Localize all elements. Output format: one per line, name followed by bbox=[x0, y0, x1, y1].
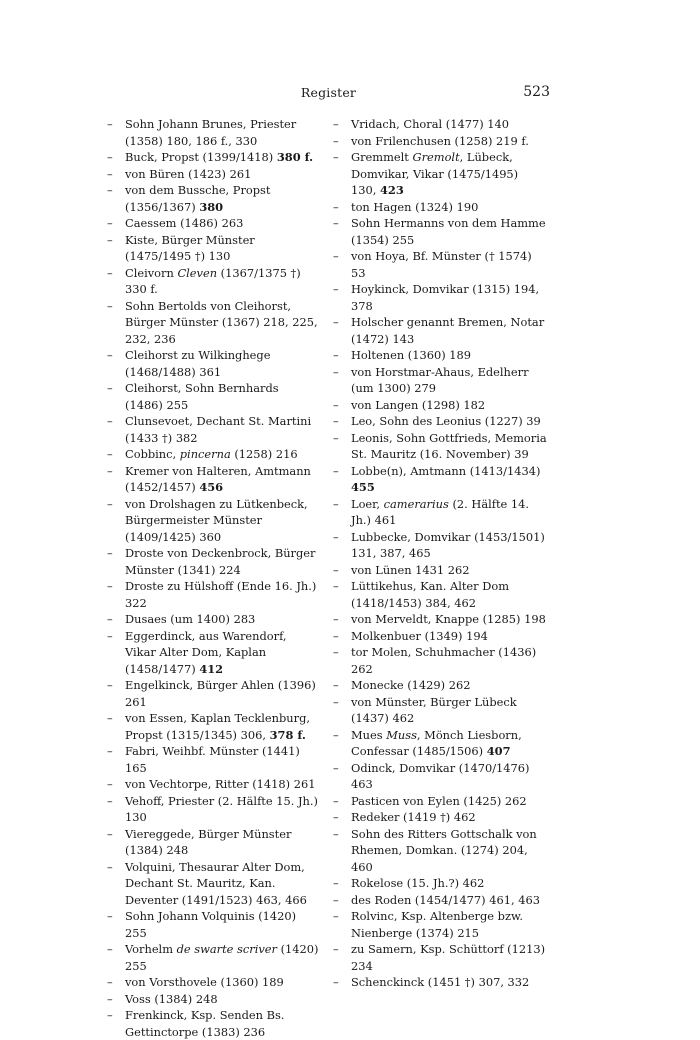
index-entry bbox=[107, 677, 319, 710]
entry-text: Redeker (1419 †) 462 bbox=[351, 810, 476, 824]
page-number: 523 bbox=[523, 84, 550, 100]
index-entry bbox=[107, 743, 319, 776]
entry-text: von Essen, Kaplan Tecklenburg, Propst (1315/1345) 306, 378 f. bbox=[125, 711, 310, 742]
entry-text: Eggerdinck, aus Warendorf, Vikar Alter Dom, Kaplan (1458/1477) 412 bbox=[125, 628, 287, 676]
entry-text: von Vechtorpe, Ritter (1418) 261 bbox=[125, 777, 316, 791]
entry-text: Schenckinck (1451 †) 307, 332 bbox=[351, 975, 530, 989]
entry-text: von Münster, Bürger Lübeck (1437) 462 bbox=[351, 694, 517, 725]
index-entry bbox=[107, 215, 319, 232]
index-entry bbox=[107, 298, 319, 348]
entry-dash: – bbox=[333, 892, 339, 907]
index-entry bbox=[333, 892, 547, 909]
entry-text: Sohn Johann Volquinis (1420) 255 bbox=[125, 909, 297, 940]
entry-dash: – bbox=[333, 694, 339, 709]
index-entry bbox=[107, 166, 319, 183]
entry-dash: – bbox=[107, 348, 113, 362]
entry-dash: – bbox=[333, 909, 339, 923]
index-entry bbox=[107, 991, 319, 1008]
entry-text: Frenkinck, Ksp. Senden Bs. Gettinctorpe (1383) 236 bbox=[125, 1008, 285, 1039]
index-entry bbox=[333, 314, 547, 347]
entry-dash: – bbox=[333, 612, 339, 626]
index-entry bbox=[107, 908, 319, 941]
index-entry bbox=[333, 215, 547, 248]
entry-text: Volquini, Thesaurar Alter Dom, Dechant St. Mauritz, Kan. Deventer (1491/1523) 463, 466 bbox=[125, 859, 307, 907]
index-entry bbox=[333, 248, 547, 281]
index-entry bbox=[333, 809, 547, 826]
entry-text: Clunsevoet, Dechant St. Martini (1433 †) 382 bbox=[125, 414, 312, 445]
entry-dash: – bbox=[107, 463, 113, 478]
index-entry bbox=[333, 793, 547, 810]
entry-dash: – bbox=[333, 727, 339, 742]
index-entry bbox=[333, 677, 547, 694]
index-entry bbox=[107, 974, 319, 991]
entry-text: zu Samern, Ksp. Schüttorf (1213) 234 bbox=[351, 942, 546, 973]
index-entry bbox=[333, 727, 547, 760]
entry-text: Pasticen von Eylen (1425) 262 bbox=[351, 793, 527, 808]
index-entry bbox=[333, 826, 547, 876]
entry-dash: – bbox=[107, 183, 113, 197]
entry-text: Lüttikehus, Kan. Alter Dom (1418/1453) 384, 462 bbox=[351, 579, 510, 610]
index-entry bbox=[107, 578, 319, 611]
entry-dash: – bbox=[107, 777, 113, 791]
entry-text: Sohn Johann Brunes, Priester (1358) 180, 186 f., 330 bbox=[125, 117, 297, 148]
entry-dash: – bbox=[333, 150, 339, 164]
entry-text: Cleivorn Cleven (1367/1375 †) 330 f. bbox=[125, 265, 301, 296]
entry-dash: – bbox=[107, 793, 113, 808]
index-entry bbox=[333, 760, 547, 793]
index-entry bbox=[107, 826, 319, 859]
entry-dash: – bbox=[333, 810, 339, 824]
entry-dash: – bbox=[333, 216, 339, 230]
entry-dash: – bbox=[107, 744, 113, 758]
index-entry bbox=[333, 908, 547, 941]
index-entry bbox=[107, 463, 319, 496]
entry-text: Monecke (1429) 262 bbox=[351, 678, 471, 692]
entry-dash: – bbox=[333, 562, 339, 577]
entry-dash: – bbox=[333, 760, 339, 775]
index-entry bbox=[333, 149, 547, 199]
index-entry bbox=[333, 413, 547, 430]
entry-dash: – bbox=[333, 117, 339, 131]
entry-dash: – bbox=[333, 793, 339, 808]
entry-text: Fabri, Weihbf. Münster (1441) 165 bbox=[125, 744, 300, 775]
index-entry bbox=[107, 116, 319, 149]
running-header bbox=[107, 85, 550, 105]
entry-text: Lubbecke, Domvikar (1453/1501) 131, 387, 465 bbox=[351, 529, 545, 560]
entry-dash: – bbox=[107, 942, 113, 956]
index-entry bbox=[333, 463, 547, 496]
index-entry bbox=[333, 611, 547, 628]
index-entry bbox=[333, 364, 547, 397]
entry-dash: – bbox=[107, 166, 113, 181]
entry-text: Viereggede, Bürger Münster (1384) 248 bbox=[125, 826, 292, 857]
entry-text: Holscher genannt Bremen, Notar (1472) 143 bbox=[351, 315, 545, 346]
entry-dash: – bbox=[333, 199, 339, 214]
entry-text: Kiste, Bürger Münster (1475/1495 †) 130 bbox=[125, 232, 255, 263]
entry-text: Vehoff, Priester (2. Hälfte 15. Jh.) 130 bbox=[125, 793, 318, 824]
entry-dash: – bbox=[333, 826, 339, 841]
entry-dash: – bbox=[333, 579, 339, 593]
entry-text: des Roden (1454/1477) 461, 463 bbox=[351, 892, 540, 907]
entry-dash: – bbox=[333, 628, 339, 643]
entry-text: von Vorsthovele (1360) 189 bbox=[125, 975, 284, 989]
entry-dash: – bbox=[107, 612, 113, 626]
entry-text: von Horstmar-Ahaus, Edelherr (um 1300) 279 bbox=[351, 364, 529, 395]
entry-dash: – bbox=[333, 414, 339, 428]
index-entry bbox=[107, 265, 319, 298]
index-entry bbox=[107, 793, 319, 826]
entry-dash: – bbox=[333, 876, 339, 890]
entry-text: ton Hagen (1324) 190 bbox=[351, 199, 479, 214]
entry-text: Rokelose (15. Jh.?) 462 bbox=[351, 876, 485, 890]
entry-text: Odinck, Domvikar (1470/1476) 463 bbox=[351, 760, 530, 791]
entry-dash: – bbox=[107, 1008, 113, 1022]
entry-dash: – bbox=[107, 496, 113, 511]
entry-dash: – bbox=[107, 216, 113, 230]
index-entry bbox=[333, 628, 547, 645]
index-entry bbox=[333, 694, 547, 727]
index-entry bbox=[107, 628, 319, 678]
index-entry bbox=[107, 149, 319, 166]
entry-text: Leo, Sohn des Leonius (1227) 39 bbox=[351, 414, 541, 428]
entry-dash: – bbox=[107, 859, 113, 874]
entry-dash: – bbox=[107, 711, 113, 725]
index-entry bbox=[107, 776, 319, 793]
entry-text: Holtenen (1360) 189 bbox=[351, 348, 472, 362]
entry-text: Droste zu Hülshoff (Ende 16. Jh.) 322 bbox=[125, 579, 317, 610]
index-entry bbox=[107, 182, 319, 215]
entry-dash: – bbox=[107, 579, 113, 593]
index-entry bbox=[107, 413, 319, 446]
entry-text: Cobbinc, pincerna (1258) 216 bbox=[125, 447, 298, 461]
entry-text: Loer, camerarius (2. Hälfte 14. Jh.) 461 bbox=[351, 496, 530, 527]
index-entry bbox=[333, 116, 547, 133]
entry-text: tor Molen, Schuhmacher (1436) 262 bbox=[351, 645, 537, 676]
index-entry bbox=[333, 529, 547, 562]
entry-text: Sohn des Ritters Gottschalk von Rhemen, Domkan. (1274) 204, 460 bbox=[351, 826, 537, 874]
index-entry bbox=[107, 347, 319, 380]
entry-dash: – bbox=[333, 348, 339, 362]
index-entry bbox=[333, 496, 547, 529]
index-entry bbox=[333, 430, 547, 463]
index-entry bbox=[107, 446, 319, 463]
index-entry bbox=[333, 941, 547, 974]
entry-text: von Drolshagen zu Lütkenbeck, Bürgermeister Münster (1409/1425) 360 bbox=[125, 496, 308, 544]
index-column-right bbox=[333, 116, 547, 991]
entry-text: Vridach, Choral (1477) 140 bbox=[351, 117, 510, 131]
entry-text: Caessem (1486) 263 bbox=[125, 216, 244, 230]
index-entry bbox=[107, 859, 319, 909]
entry-text: Cleihorst zu Wilkinghege (1468/1488) 361 bbox=[125, 348, 271, 379]
entry-dash: – bbox=[107, 414, 113, 428]
entry-text: Gremmelt Gremolt, Lübeck, Domvikar, Vikar (1475/1495) 130, 423 bbox=[351, 150, 519, 197]
index-entry bbox=[107, 941, 319, 974]
entry-dash: – bbox=[107, 232, 113, 247]
entry-dash: – bbox=[333, 645, 339, 659]
entry-dash: – bbox=[333, 975, 339, 989]
entry-text: Engelkinck, Bürger Ahlen (1396) 261 bbox=[125, 678, 316, 709]
entry-dash: – bbox=[107, 298, 113, 313]
entry-dash: – bbox=[107, 447, 113, 461]
entry-dash: – bbox=[333, 364, 339, 379]
index-column-left bbox=[107, 116, 319, 1040]
entry-dash: – bbox=[333, 282, 339, 296]
entry-text: Mues Muss, Mönch Liesborn, Confessar (1485/1506) 407 bbox=[351, 727, 522, 758]
entry-dash: – bbox=[107, 265, 113, 280]
entry-text: Vorhelm de swarte scriver (1420) 255 bbox=[125, 942, 319, 973]
entry-dash: – bbox=[107, 991, 113, 1006]
entry-text: von Frilenchusen (1258) 219 f. bbox=[351, 133, 529, 148]
entry-text: von Hoya, Bf. Münster († 1574) 53 bbox=[351, 249, 532, 280]
entry-text: Buck, Propst (1399/1418) 380 f. bbox=[125, 150, 314, 164]
entry-dash: – bbox=[333, 315, 339, 329]
index-entry bbox=[333, 578, 547, 611]
index-entry bbox=[107, 611, 319, 628]
index-entry bbox=[333, 562, 547, 579]
index-entry bbox=[107, 1007, 319, 1040]
entry-text: von Langen (1298) 182 bbox=[351, 397, 486, 412]
entry-text: Sohn Bertolds von Cleihorst, Bürger Münster (1367) 218, 225, 232, 236 bbox=[125, 298, 318, 346]
entry-text: von Merveldt, Knappe (1285) 198 bbox=[351, 612, 546, 626]
entry-dash: – bbox=[333, 529, 339, 544]
entry-dash: – bbox=[333, 678, 339, 692]
index-entry bbox=[333, 397, 547, 414]
entry-dash: – bbox=[107, 546, 113, 560]
index-entry bbox=[333, 347, 547, 364]
entry-text: Droste von Deckenbrock, Bürger Münster (1341) 224 bbox=[125, 546, 316, 577]
entry-text: Voss (1384) 248 bbox=[125, 991, 218, 1006]
entry-text: Dusaes (um 1400) 283 bbox=[125, 612, 256, 626]
entry-dash: – bbox=[107, 909, 113, 923]
entry-dash: – bbox=[107, 150, 113, 164]
entry-text: von Büren (1423) 261 bbox=[125, 166, 252, 181]
entry-text: Molkenbuer (1349) 194 bbox=[351, 628, 488, 643]
entry-dash: – bbox=[333, 397, 339, 412]
entry-text: Rolvinc, Ksp. Altenberge bzw. Nienberge (1374) 215 bbox=[351, 909, 523, 940]
entry-dash: – bbox=[333, 133, 339, 148]
entry-text: Sohn Hermanns von dem Hamme (1354) 255 bbox=[351, 216, 546, 247]
index-entry bbox=[333, 644, 547, 677]
entry-text: von Lünen 1431 262 bbox=[351, 562, 470, 577]
entry-text: Kremer von Halteren, Amtmann (1452/1457) 456 bbox=[125, 463, 311, 494]
entry-dash: – bbox=[333, 942, 339, 956]
entry-dash: – bbox=[333, 249, 339, 263]
running-title: Register bbox=[300, 85, 357, 100]
entry-dash: – bbox=[107, 678, 113, 692]
index-entry bbox=[333, 133, 547, 150]
entry-dash: – bbox=[333, 430, 339, 445]
entry-text: Hoykinck, Domvikar (1315) 194, 378 bbox=[351, 282, 540, 313]
entry-dash: – bbox=[333, 496, 339, 511]
index-entry bbox=[107, 380, 319, 413]
index-entry bbox=[333, 199, 547, 216]
index-entry bbox=[107, 545, 319, 578]
index-entry bbox=[107, 232, 319, 265]
index-entry bbox=[333, 281, 547, 314]
index-entry bbox=[333, 974, 547, 991]
entry-text: Leonis, Sohn Gottfrieds, Memoria St. Mauritz (16. November) 39 bbox=[351, 430, 547, 461]
entry-text: Cleihorst, Sohn Bernhards (1486) 255 bbox=[125, 381, 279, 412]
entry-dash: – bbox=[107, 117, 113, 131]
entry-dash: – bbox=[107, 975, 113, 989]
entry-dash: – bbox=[333, 463, 339, 478]
index-entry bbox=[107, 496, 319, 546]
entry-dash: – bbox=[107, 628, 113, 643]
entry-text: Lobbe(n), Amtmann (1413/1434) 455 bbox=[351, 463, 541, 494]
index-entry bbox=[333, 875, 547, 892]
index-entry bbox=[107, 710, 319, 743]
entry-text: von dem Bussche, Propst (1356/1367) 380 bbox=[125, 183, 271, 214]
entry-dash: – bbox=[107, 826, 113, 841]
entry-dash: – bbox=[107, 381, 113, 395]
